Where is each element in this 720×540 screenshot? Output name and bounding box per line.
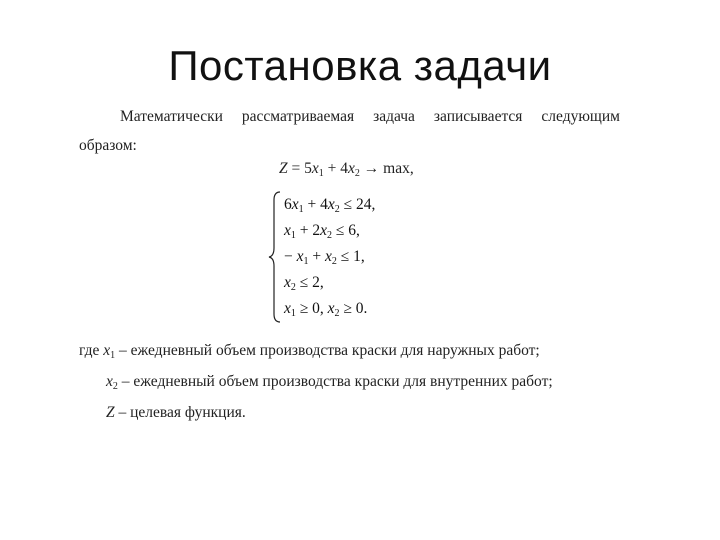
intro-word: рассматриваемая bbox=[241, 108, 355, 125]
definition-row: Z – целевая функция. bbox=[106, 404, 246, 421]
constraint-row: − $x_1 + x_2 \le 1$, bbox=[284, 248, 365, 267]
definition-row: где $x_1$ – ежедневный объем производства краски для наружных работ; bbox=[79, 342, 540, 361]
system-brace bbox=[268, 190, 282, 324]
objective-symbol: Z bbox=[279, 160, 288, 177]
constraint-row: $6x_1 + 4x_2 \le 24$, bbox=[284, 196, 376, 215]
constraint-row: $x_1 + 2x_2 \le 6$, bbox=[284, 222, 360, 241]
constraint-system bbox=[284, 192, 375, 322]
slide-title: Постановка задачи bbox=[168, 42, 552, 89]
constraint-row: $x_2 \le 2$, bbox=[284, 274, 324, 293]
objective-function: $Z = 5x_1 + 4x_2 \to \max$, bbox=[279, 160, 414, 179]
definition-row: $x_2$ – ежедневный объем производства краски для внутренних работ; bbox=[106, 373, 553, 392]
intro-word: Математически bbox=[120, 108, 223, 125]
intro-word: задача bbox=[373, 108, 415, 125]
intro-line-1 bbox=[120, 108, 620, 126]
constraint-row: $x_1 \ge 0$, $x_2 \ge 0$. bbox=[284, 300, 368, 319]
intro-word: записывается bbox=[433, 108, 523, 125]
intro-line-2: образом: bbox=[79, 137, 137, 154]
variable-definitions bbox=[79, 339, 553, 432]
intro-word: следующим bbox=[541, 108, 620, 125]
